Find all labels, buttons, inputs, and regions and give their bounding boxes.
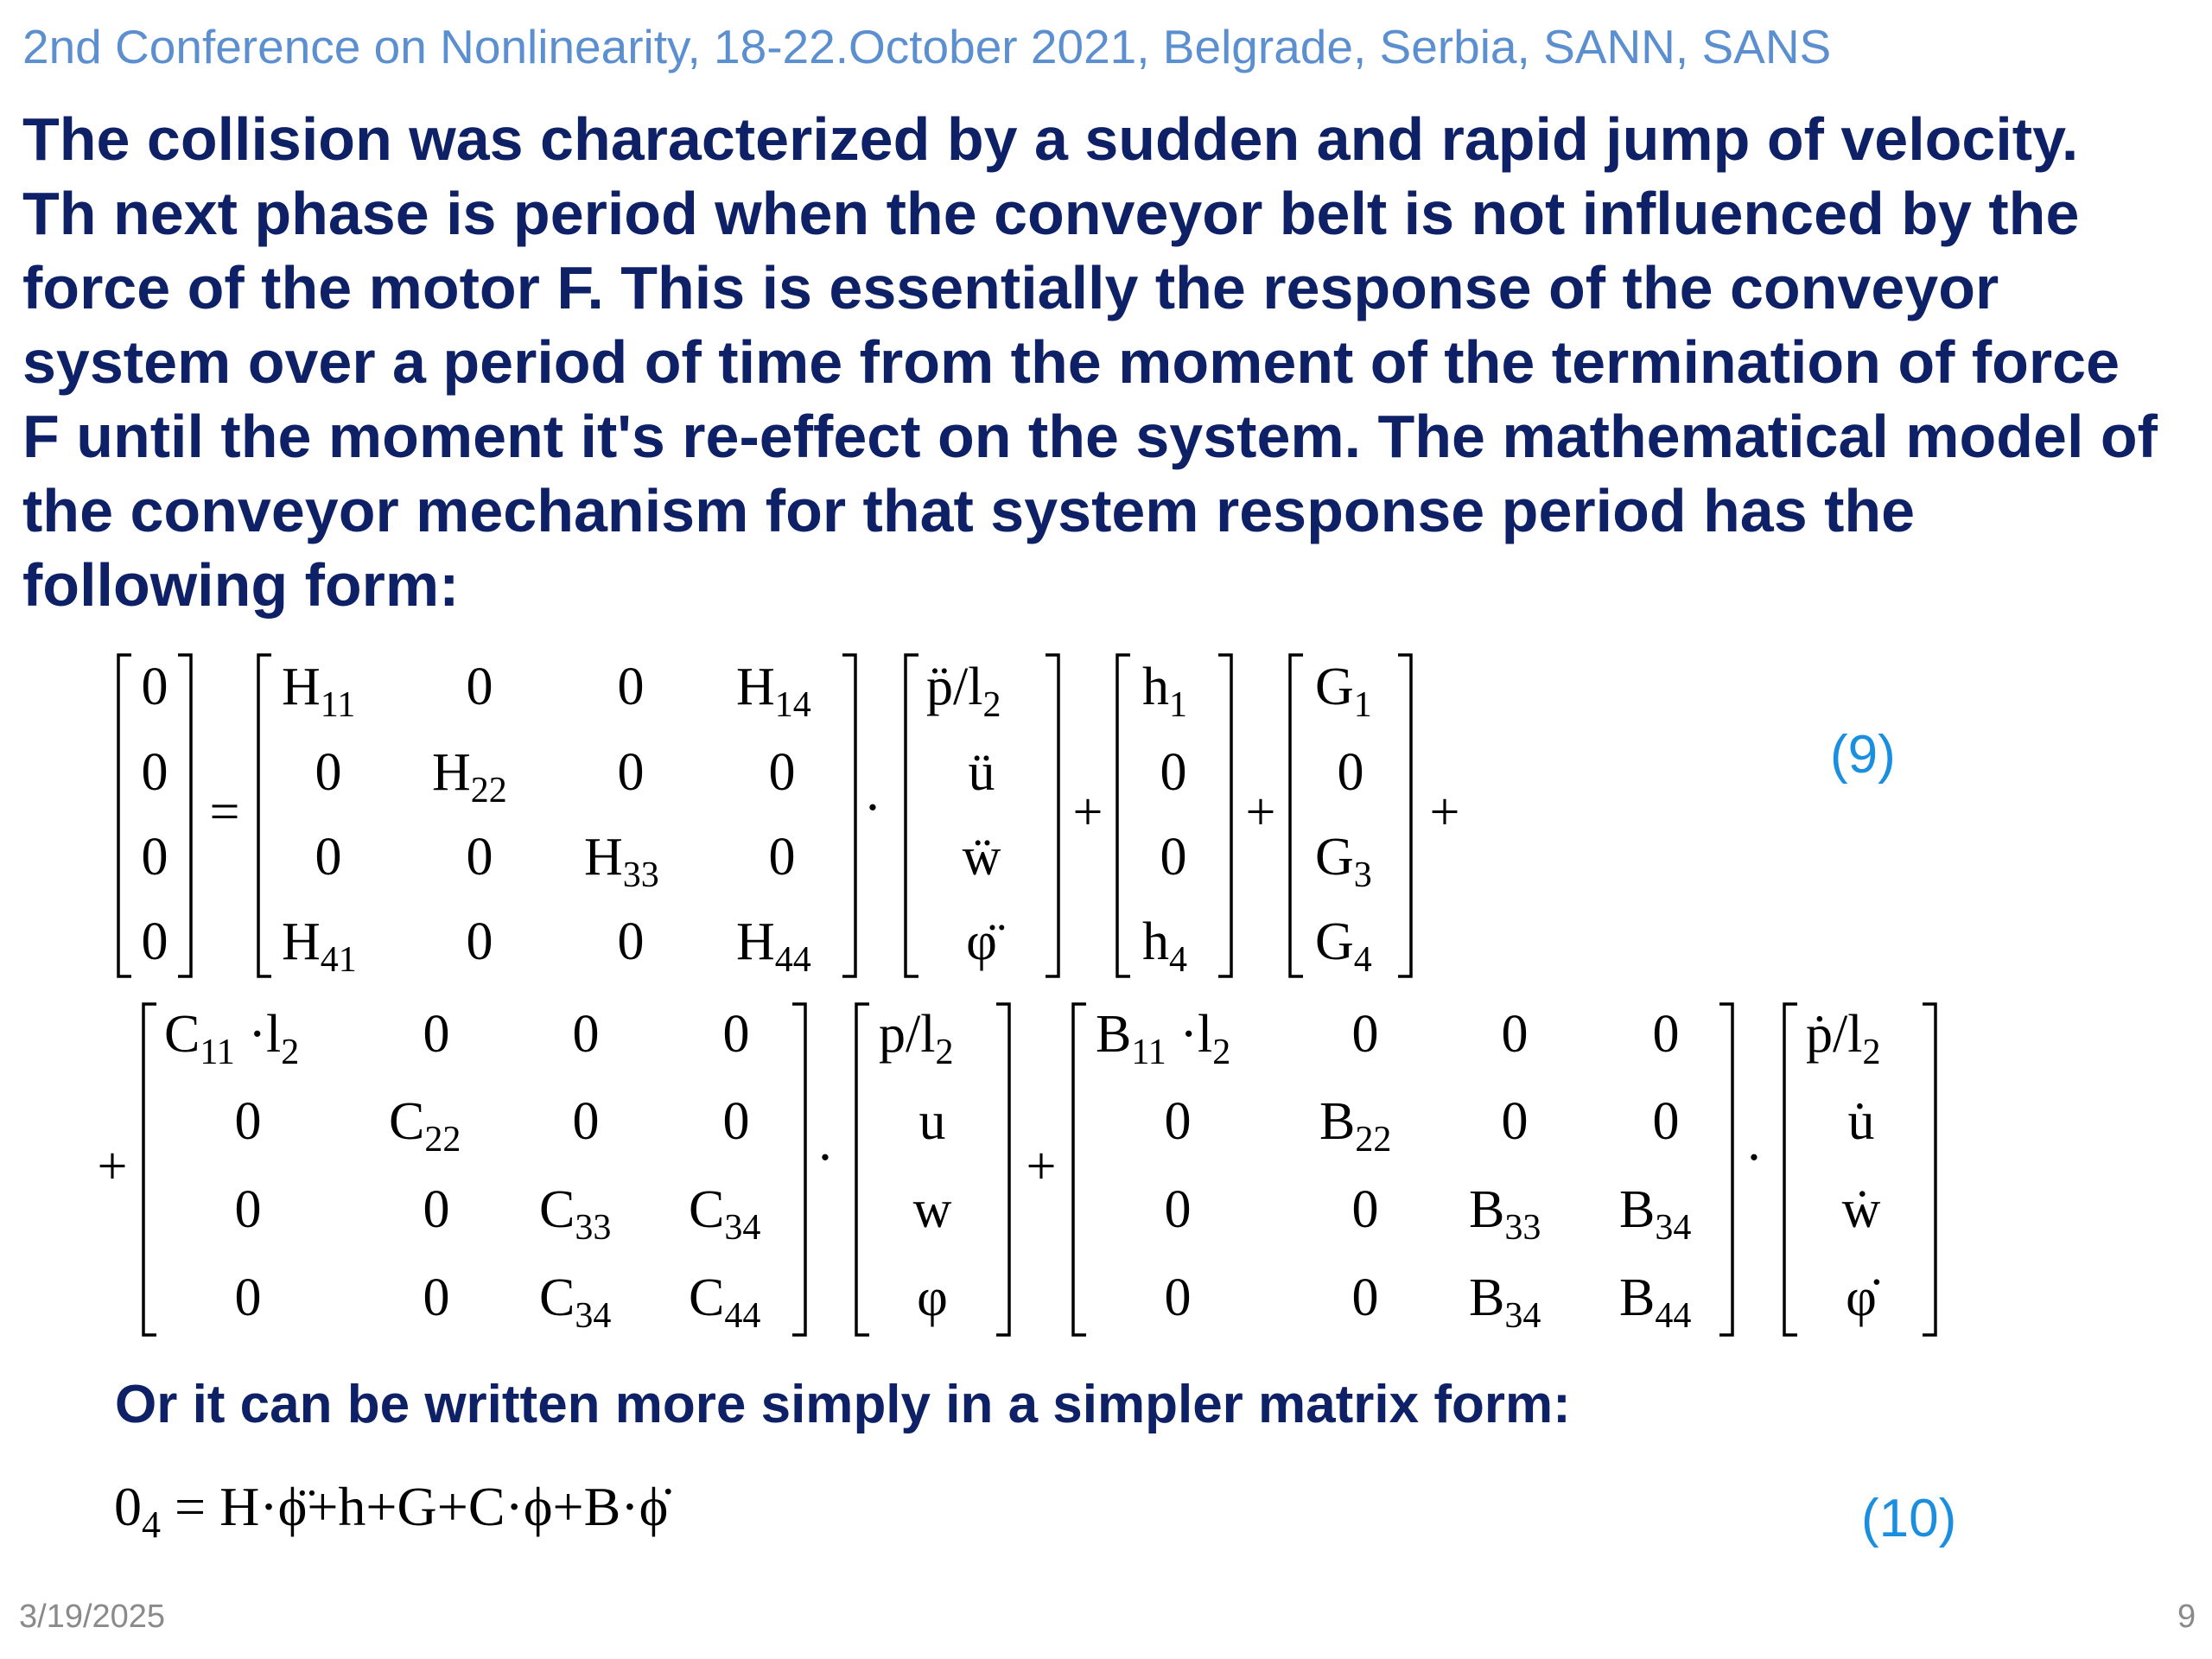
svg-text:H41: $H_{41}$ <box>282 912 357 980</box>
equation-number-9: (9) <box>1830 725 1896 785</box>
svg-text:ṗ/l2: $ṗ/l_2$ <box>1806 1005 1881 1072</box>
svg-text:G4: $G_4$ <box>1315 912 1372 980</box>
svg-text:+: + <box>1429 783 1460 842</box>
svg-text:B11 ·l2: $B_{11} \cdot l_2$ <box>1096 1005 1231 1072</box>
svg-text:H44: $H_{44}$ <box>736 912 811 980</box>
svg-text:ü: ü <box>968 743 995 802</box>
svg-text:G3: $G_3$ <box>1315 828 1372 895</box>
conference-header: 2nd Conference on Nonlinearity, 18-22.October 2021, Belgrade, Serbia, SANN, SANS <box>22 20 1832 73</box>
svg-text:C33: $C_{33}$ <box>539 1180 612 1248</box>
svg-text:B34: $B_{34}$ <box>1469 1268 1541 1336</box>
paragraph-line: the conveyor mechanism for that system response period has the <box>22 477 1916 544</box>
svg-text:0: 0 <box>617 658 645 716</box>
svg-text:+: + <box>1026 1137 1057 1196</box>
svg-text:0: 0 <box>722 1005 750 1064</box>
svg-text:·: · <box>816 1128 835 1187</box>
svg-text:0: 0 <box>1160 743 1187 802</box>
svg-text:0: 0 <box>722 1092 750 1151</box>
svg-text:0: 0 <box>141 912 168 971</box>
svg-text:ẇ: ẇ <box>1841 1180 1881 1239</box>
svg-text:0: 0 <box>1652 1005 1680 1064</box>
svg-text:0: 0 <box>234 1092 262 1151</box>
svg-text:B22: $B_{22}$ <box>1319 1092 1392 1160</box>
svg-text:H33: $H_{33}$ <box>584 828 659 895</box>
svg-text:0: 0 <box>141 828 168 887</box>
svg-text:·: · <box>1745 1128 1764 1187</box>
svg-text:0: 0 <box>234 1268 262 1327</box>
svg-text:0: 0 <box>1160 828 1187 887</box>
svg-text:0: 0 <box>617 912 645 971</box>
svg-text:0: 0 <box>1501 1092 1529 1151</box>
svg-text:0: 0 <box>423 1180 450 1239</box>
svg-text:0: 0 <box>1164 1268 1192 1327</box>
paragraph-line: Th next phase is period when the conveyor belt is not influenced by the <box>22 180 2080 247</box>
svg-text:p̈/l2: $p̈/l_2$ <box>926 658 1001 725</box>
paragraph-line: force of the motor F. This is essentially the response of the conveyor <box>22 254 1999 321</box>
svg-text:0: 0 <box>141 658 168 716</box>
svg-text:0: 0 <box>466 912 493 971</box>
svg-text:+: + <box>97 1137 128 1196</box>
svg-text:0: 0 <box>768 828 796 887</box>
svg-text:φ̈: φ̈ <box>966 912 997 971</box>
subheading: Or it can be written more simply in a simpler matrix form: <box>115 1375 1571 1434</box>
svg-text:0: 0 <box>315 828 342 887</box>
svg-text:G1: $G_1$ <box>1315 658 1372 725</box>
svg-text:0: 0 <box>1652 1092 1680 1151</box>
paragraph-line: system over a period of time from the moment of the termination of force <box>22 328 2120 396</box>
svg-text:0: 0 <box>1351 1268 1379 1327</box>
svg-text:B33: $B_{33}$ <box>1469 1180 1541 1248</box>
svg-text:u: u <box>918 1092 946 1151</box>
svg-text:0: 0 <box>768 743 796 802</box>
svg-text:=: = <box>209 783 240 842</box>
svg-text:0: 0 <box>1164 1092 1192 1151</box>
svg-text:ẅ: ẅ <box>962 828 1001 887</box>
svg-text:0: 0 <box>1501 1005 1529 1064</box>
svg-text:0: 0 <box>1351 1005 1379 1064</box>
equation-number-10: (10) <box>1861 1489 1957 1548</box>
svg-text:w: w <box>912 1180 952 1239</box>
svg-text:+: + <box>1072 783 1103 842</box>
svg-text:u̇: u̇ <box>1847 1092 1875 1151</box>
svg-text:0: 0 <box>466 828 493 887</box>
svg-text:φ: φ <box>917 1268 948 1327</box>
paragraph-line: F until the moment it's re-effect on the system. The mathematical model of <box>22 403 2158 470</box>
svg-text:·: · <box>863 779 882 837</box>
svg-text:H22: $H_{22}$ <box>432 743 507 810</box>
svg-text:C11 ·l2: $C_{11} \cdot l_2$ <box>164 1005 300 1072</box>
svg-text:0: 0 <box>1164 1180 1192 1239</box>
svg-text:0: 0 <box>423 1268 450 1327</box>
svg-text:0: 0 <box>572 1005 600 1064</box>
svg-text:0: 0 <box>315 743 342 802</box>
svg-text:h4: $h_4$ <box>1142 912 1187 980</box>
svg-text:C34: $C_{34}$ <box>689 1180 761 1248</box>
svg-text:φ̇: φ̇ <box>1846 1268 1877 1327</box>
paragraph-line: following form: <box>22 551 460 619</box>
svg-text:p/l2: $p/l_2$ <box>879 1005 954 1072</box>
svg-text:0: 0 <box>423 1005 450 1064</box>
svg-text:0: 0 <box>141 743 168 802</box>
svg-text:B34: $B_{34}$ <box>1619 1180 1692 1248</box>
paragraph-line: The collision was characterized by a sudden and rapid jump of velocity. <box>22 105 2079 173</box>
svg-text:C34: $C_{34}$ <box>539 1268 612 1336</box>
svg-text:04 = H·ϕ̈+h+G+C·ϕ+B·ϕ̇: $0_4$ = H·ϕ̈+h+G+C·ϕ+B·ϕ̇ <box>114 1476 669 1546</box>
svg-text:H14: $H_{14}$ <box>736 658 811 725</box>
svg-text:H11: $H_{11}$ <box>282 658 356 725</box>
svg-text:0: 0 <box>617 743 645 802</box>
svg-text:0: 0 <box>234 1180 262 1239</box>
svg-text:0: 0 <box>1351 1180 1379 1239</box>
svg-text:0: 0 <box>1337 743 1364 802</box>
svg-text:+: + <box>1245 783 1276 842</box>
svg-text:h1: $h_1$ <box>1142 658 1187 725</box>
page-number: 9 <box>2177 1599 2196 1635</box>
svg-text:C44: $C_{44}$ <box>689 1268 761 1336</box>
slide-date: 3/19/2025 <box>19 1599 166 1635</box>
svg-text:0: 0 <box>572 1092 600 1151</box>
svg-text:B44: $B_{44}$ <box>1619 1268 1692 1336</box>
svg-text:C22: $C_{22}$ <box>389 1092 461 1160</box>
svg-text:0: 0 <box>466 658 493 716</box>
